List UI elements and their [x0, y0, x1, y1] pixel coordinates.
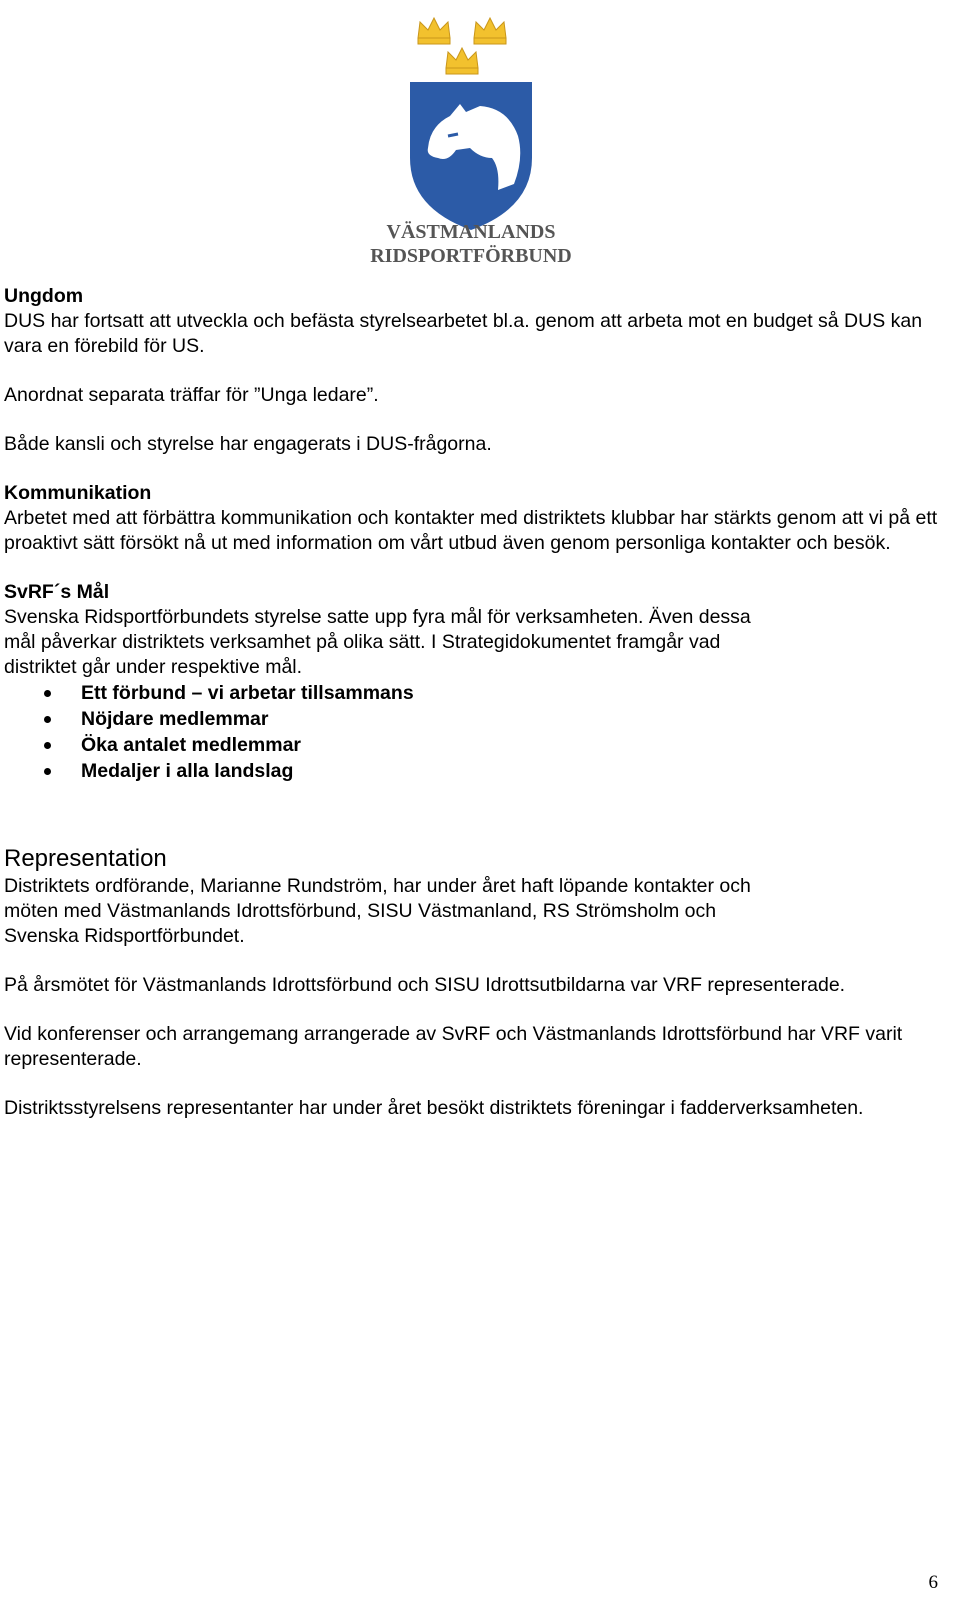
goal-item	[4, 732, 944, 758]
page-number: 6	[928, 1572, 938, 1593]
representation-paragraph-2: På årsmötet för Västmanlands Idrottsförbund och SISU Idrottsutbildarna var VRF representerade.	[4, 974, 846, 996]
representation-paragraph-line-1: Distriktets ordförande, Marianne Rundström, har under året haft löpande kontakter och	[4, 875, 751, 897]
logo-line-1: VÄSTMANLANDS	[386, 221, 556, 243]
goal-text: Öka antalet medlemmar	[81, 734, 302, 756]
svrf-paragraph-line-3: distriktet går under respektive mål.	[4, 656, 303, 678]
representation-paragraph-line-3: Svenska Ridsportförbundet.	[4, 925, 245, 947]
representation-paragraph-4: Distriktsstyrelsens representanter har under året besökt distriktets föreningar i fadderverksamheten.	[4, 1097, 864, 1119]
representation-paragraph-3: Vid konferenser och arrangemang arrangerade av SvRF och Västmanlands Idrottsförbund har VRF varit representerade.	[4, 1023, 903, 1070]
crown-icon	[474, 18, 506, 44]
heading-kommunikation: Kommunikation	[4, 482, 152, 504]
bullet-icon	[44, 742, 51, 749]
heading-representation: Representation	[4, 845, 167, 872]
ungdom-paragraph-3: Både kansli och styrelse har engagerats i DUS-frågorna.	[4, 433, 492, 455]
goal-item	[4, 680, 944, 706]
ungdom-paragraph-2: Anordnat separata träffar för ”Unga ledare”.	[4, 384, 379, 406]
goals-list	[4, 680, 944, 784]
svrf-paragraph-line-2: mål påverkar distriktets verksamhet på olika sätt. I Strategidokumentet framgår vad	[4, 631, 721, 653]
document-body	[4, 284, 944, 1121]
goal-text: Medaljer i alla landslag	[81, 760, 294, 782]
goal-item	[4, 706, 944, 732]
goal-item	[4, 758, 944, 784]
logo-line-2: RIDSPORTFÖRBUND	[370, 245, 572, 267]
crown-icon	[446, 48, 478, 74]
vrf-emblem	[358, 8, 588, 270]
goal-text: Ett förbund – vi arbetar tillsammans	[81, 682, 414, 704]
ungdom-paragraph-1: DUS har fortsatt att utveckla och befästa styrelsearbetet bl.a. genom att arbeta mot en budget så DUS kan vara en förebild för US.	[4, 310, 923, 357]
kommunikation-paragraph: Arbetet med att förbättra kommunikation och kontakter med distriktets klubbar har stärkts genom att vi på ett proaktivt sätt försökt nå ut med information om vårt utbud även genom personliga kontakter och besök.	[4, 507, 938, 554]
bullet-icon	[44, 690, 51, 697]
representation-paragraph-line-2: möten med Västmanlands Idrottsförbund, SISU Västmanland, RS Strömsholm och	[4, 900, 717, 922]
heading-ungdom: Ungdom	[4, 285, 84, 307]
svrf-paragraph-line-1: Svenska Ridsportförbundets styrelse satte upp fyra mål för verksamheten. Även dessa	[4, 606, 751, 628]
heading-svrf-mal: SvRF´s Mål	[4, 581, 110, 603]
crown-icon	[418, 18, 450, 44]
district-logo	[358, 8, 588, 270]
bullet-icon	[44, 768, 51, 775]
bullet-icon	[44, 716, 51, 723]
goal-text: Nöjdare medlemmar	[81, 708, 269, 730]
